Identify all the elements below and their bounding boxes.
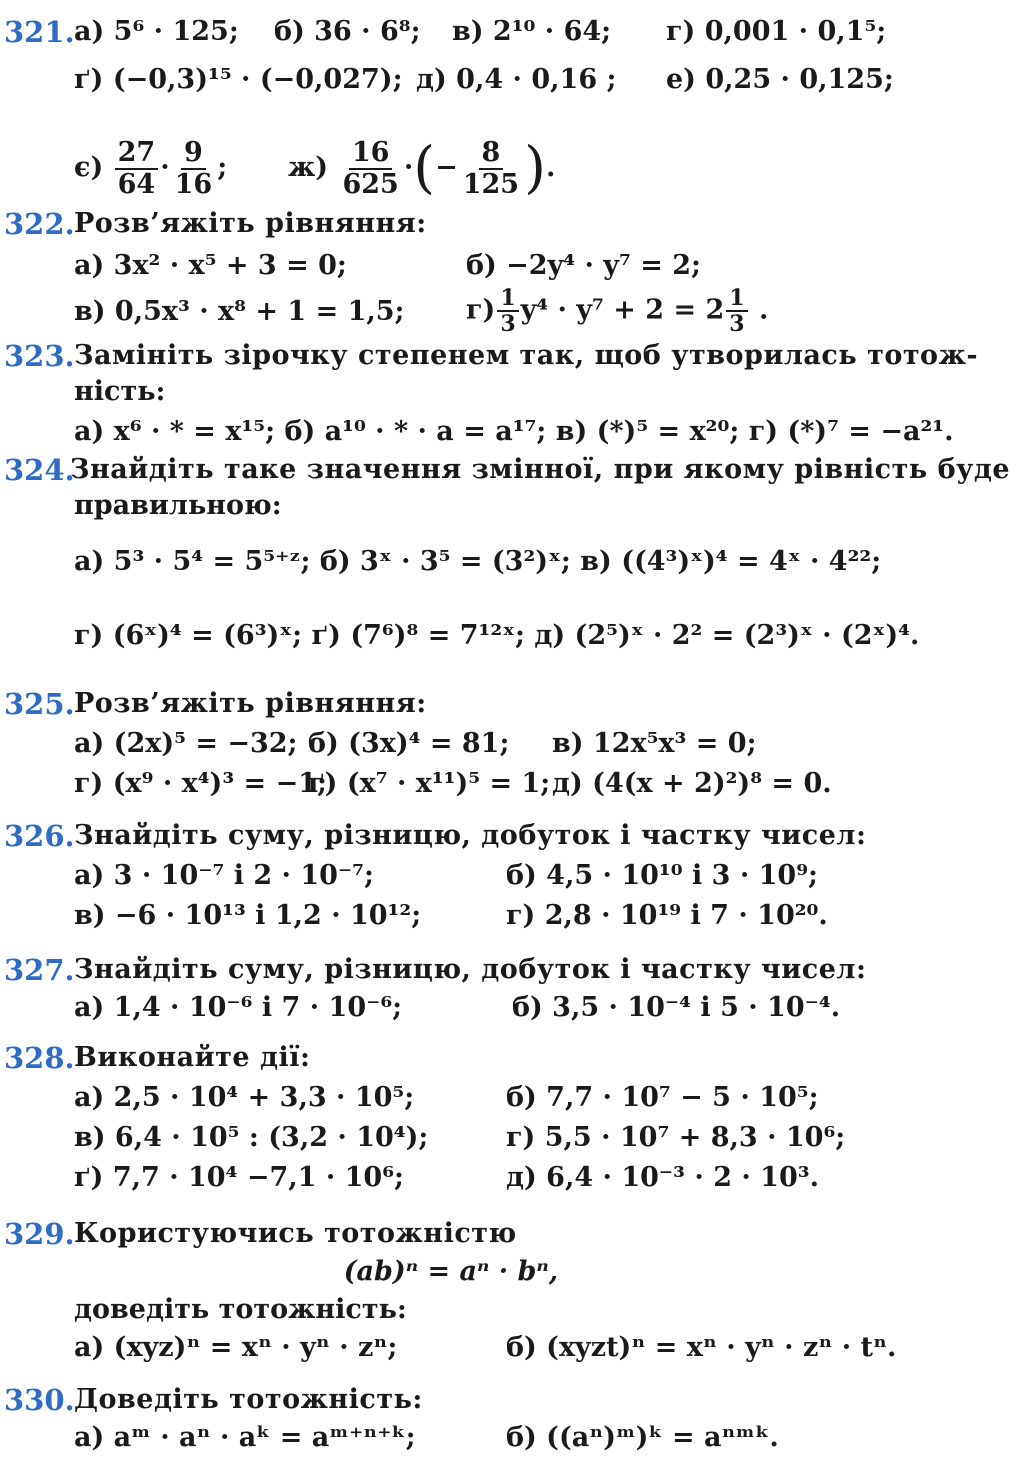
item-h: г) 5,5 · 10⁷ + 8,3 · 10⁶; xyxy=(506,1122,846,1153)
punctuation: . xyxy=(759,294,769,326)
problem-323-row-1 xyxy=(74,416,954,452)
item-label: г) xyxy=(466,294,496,326)
problem-323-title-cont xyxy=(74,376,892,412)
item-a: а) 3x² · x⁵ + 3 = 0; xyxy=(74,250,347,281)
right-paren: ) xyxy=(524,135,546,201)
item-v: в) 12x⁵x³ = 0; xyxy=(552,728,757,759)
item-g: ґ) 7,7 · 10⁴ −7,1 · 10⁶; xyxy=(74,1162,404,1193)
item-b: б) ((aⁿ)ᵐ)ᵏ = aⁿᵐᵏ. xyxy=(506,1422,779,1453)
fraction xyxy=(172,138,216,199)
problem-325-row-1 xyxy=(74,728,892,764)
problem-327-row-1 xyxy=(74,992,892,1028)
problem-329-title-cont xyxy=(74,1294,892,1330)
item-v: в) 6,4 · 10⁵ : (3,2 · 10⁴); xyxy=(74,1122,429,1153)
problem-title: Знайдіть суму, різницю, добуток і частку чисел: xyxy=(74,954,867,985)
item-a: а) aᵐ · aⁿ · aᵏ = aᵐ⁺ⁿ⁺ᵏ; xyxy=(74,1422,416,1453)
denominator: 64 xyxy=(117,168,156,200)
problem-title: Замініть зірочку степенем так, щоб утворилась тотож- xyxy=(74,340,979,371)
problem-321-row-3 xyxy=(74,124,892,201)
item-a: а) 5⁶ · 125; xyxy=(74,16,239,47)
problem-325-row-2 xyxy=(74,768,892,804)
item-b: б) (3x)⁴ = 81; xyxy=(308,728,510,759)
problem-title-continuation: доведіть тотожність: xyxy=(74,1294,407,1325)
item-g: ґ) (x⁷ · x¹¹)⁵ = 1; xyxy=(308,768,551,799)
problem-title-continuation: ність: xyxy=(74,376,166,407)
problem-326-row-1 xyxy=(74,860,892,896)
problem-321-row-2 xyxy=(74,64,892,100)
fraction xyxy=(115,138,159,199)
problem-title: Розв’яжіть рівняння: xyxy=(74,688,427,719)
fraction xyxy=(497,286,518,336)
item-label: є) xyxy=(74,152,104,184)
problem-title: Знайдіть суму, різницю, добуток і частку чисел: xyxy=(74,820,867,851)
problem-328-row-1 xyxy=(74,1082,892,1118)
item-h: г) (x⁹ · x⁴)³ = −1; xyxy=(74,768,327,799)
item-a: а) 1,4 · 10⁻⁶ і 7 · 10⁻⁶; xyxy=(74,992,403,1023)
problem-number: 321. xyxy=(4,15,75,49)
denominator: 625 xyxy=(342,168,399,200)
numerator: 1 xyxy=(497,286,518,312)
item-zh: ж) $\frac{16}{625}$ ·(− $\frac{8}{125}$ ). xyxy=(288,135,556,201)
problem-number: 323. xyxy=(4,339,75,373)
problem-number: 329. xyxy=(4,1217,75,1251)
numerator: 1 xyxy=(726,286,747,312)
problem-329-row-1 xyxy=(74,1332,897,1368)
item-a: а) (xyz)ⁿ = xⁿ · yⁿ · zⁿ; xyxy=(74,1332,398,1363)
item-list-1: а) 5³ · 5⁴ = 5⁵⁺ᶻ; б) 3ˣ · 3⁵ = (3²)ˣ; в) ((4³)ˣ)⁴ = 4ˣ · 4²²; xyxy=(74,546,882,577)
problem-328-row-2 xyxy=(74,1122,892,1158)
item-h: г) 2,8 · 10¹⁹ і 7 · 10²⁰. xyxy=(506,900,828,931)
problem-324-title-cont xyxy=(74,490,892,526)
problem-title-continuation: правильною: xyxy=(74,490,282,521)
problem-number: 327. xyxy=(4,953,75,987)
problem-number: 325. xyxy=(4,687,75,721)
item-v: в) −6 · 10¹³ і 1,2 · 10¹²; xyxy=(74,900,422,931)
problem-number: 328. xyxy=(4,1041,75,1075)
problem-number: 326. xyxy=(4,819,75,853)
problem-324-row-1 xyxy=(74,546,892,582)
problem-326-row-2 xyxy=(74,900,892,936)
denominator: 3 xyxy=(729,311,745,338)
expression: y⁴ · y⁷ + 2 = 2 xyxy=(520,294,725,326)
problem-title: Знайдіть таке значення змінної, при якому рівність буде xyxy=(70,454,1010,485)
problem-330-row-1 xyxy=(74,1422,892,1458)
item-h xyxy=(466,286,768,336)
item-a: а) 3 · 10⁻⁷ і 2 · 10⁻⁷; xyxy=(74,860,374,891)
denominator: 16 xyxy=(174,168,213,200)
item-d: д) 6,4 · 10⁻³ · 2 · 10³. xyxy=(506,1162,819,1193)
problem-title: Користуючись тотожністю xyxy=(74,1218,517,1249)
problem-322-row-2 xyxy=(74,286,892,342)
item-a: а) (2x)⁵ = −32; xyxy=(74,728,298,759)
item-b: б) (xyzt)ⁿ = xⁿ · yⁿ · zⁿ · tⁿ. xyxy=(506,1332,897,1363)
numerator: 8 xyxy=(479,138,504,170)
fraction xyxy=(339,138,401,199)
problem-number: 324. xyxy=(4,453,75,487)
item-list-2: г) (6ˣ)⁴ = (6³)ˣ; ґ) (7⁶)⁸ = 7¹²ˣ; д) (2⁵)ˣ · 2² = (2³)ˣ · (2ˣ)⁴. xyxy=(74,620,920,651)
numerator: 9 xyxy=(181,138,206,170)
problem-title: Розв’яжіть рівняння: xyxy=(74,208,427,239)
item-v: в) 2¹⁰ · 64; xyxy=(452,16,612,47)
problem-321-row-1 xyxy=(74,16,892,52)
problem-322-row-1 xyxy=(74,250,892,286)
item-v: в) 0,5x³ · x⁸ + 1 = 1,5; xyxy=(74,296,405,327)
fraction xyxy=(726,286,747,336)
item-d: д) 0,4 · 0,16 ; xyxy=(416,64,617,95)
item-b: б) 3,5 · 10⁻⁴ і 5 · 10⁻⁴. xyxy=(512,992,841,1023)
item-b: б) 7,7 · 10⁷ − 5 · 10⁵; xyxy=(506,1082,819,1113)
problem-title: Доведіть тотожність: xyxy=(74,1384,423,1415)
problem-title: Виконайте дії: xyxy=(74,1042,311,1073)
problem-number: 322. xyxy=(4,207,75,241)
item-b: б) −2y⁴ · y⁷ = 2; xyxy=(466,250,701,281)
denominator: 3 xyxy=(500,311,516,338)
item-h: г) 0,001 · 0,1⁵; xyxy=(666,16,887,47)
problem-324-row-2 xyxy=(74,620,920,656)
problem-number: 330. xyxy=(4,1383,75,1417)
item-e: е) 0,25 · 0,125; xyxy=(666,64,894,95)
identity-formula: (ab)ⁿ = aⁿ · bⁿ, xyxy=(343,1256,559,1287)
denominator: 125 xyxy=(462,168,520,200)
item-d: д) (4(x + 2)²)⁸ = 0. xyxy=(552,768,832,799)
fraction xyxy=(460,138,522,199)
item-a: а) 2,5 · 10⁴ + 3,3 · 10⁵; xyxy=(74,1082,415,1113)
item-b: б) 4,5 · 10¹⁰ і 3 · 10⁹; xyxy=(506,860,818,891)
item-ie: є) $\frac{27}{64}$ · $\frac{9}{16}$ ; xyxy=(74,137,228,200)
item-g: ґ) (−0,3)¹⁵ · (−0,027); xyxy=(74,64,403,95)
numerator: 16 xyxy=(349,138,393,170)
punctuation: . xyxy=(545,152,556,184)
problem-328-row-3 xyxy=(74,1162,892,1198)
item-b: б) 36 · 6⁸; xyxy=(274,16,421,47)
numerator: 27 xyxy=(115,138,159,170)
item-list: а) x⁶ · * = x¹⁵; б) a¹⁰ · * · a = a¹⁷; в) (*)⁵ = x²⁰; г) (*)⁷ = −a²¹. xyxy=(74,416,954,447)
punctuation: ; xyxy=(217,152,228,184)
item-label: ж) xyxy=(288,152,329,184)
left-paren: ( xyxy=(413,135,436,201)
